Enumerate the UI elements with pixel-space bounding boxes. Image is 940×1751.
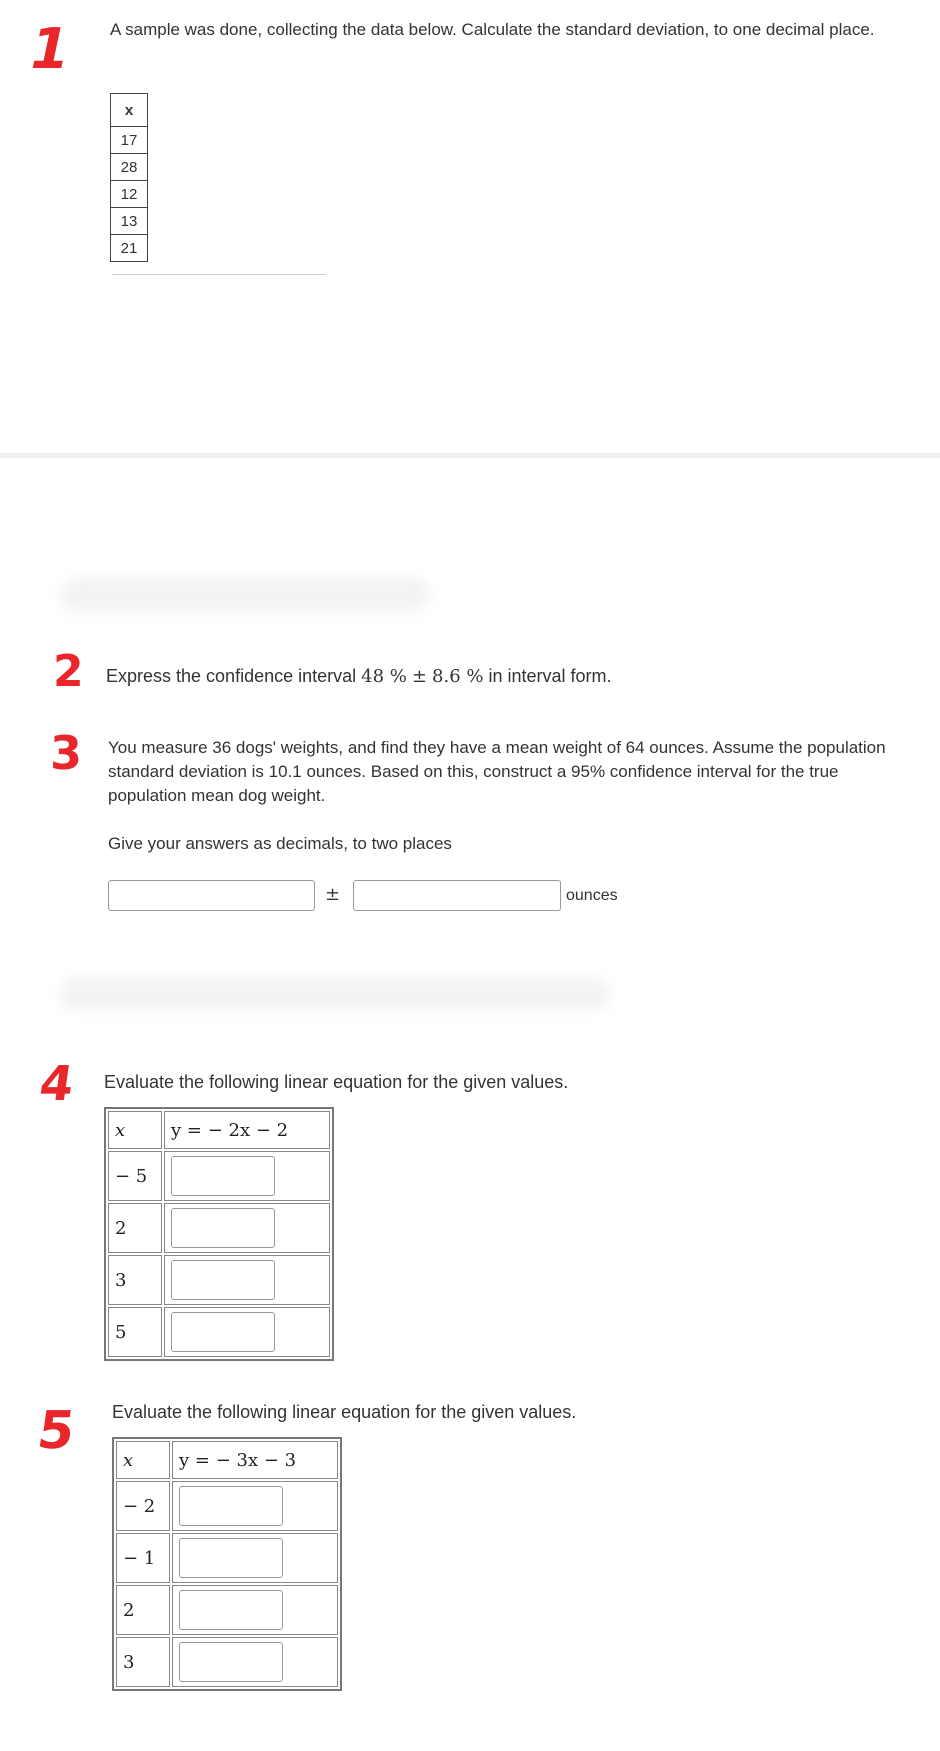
q3-margin-input[interactable] (353, 880, 561, 911)
q5-y-header: y = − 3x − 3 (172, 1441, 338, 1479)
q1-data-table (110, 93, 148, 262)
q4-y-input[interactable] (171, 1260, 275, 1300)
q5-prompt: Evaluate the following linear equation for the given values. (112, 1402, 577, 1422)
erased-area (60, 578, 430, 612)
q2-pm: ± (411, 666, 427, 687)
q4-x-header: x (108, 1111, 162, 1149)
q1-table-header: x (111, 94, 148, 127)
q1-value: 28 (111, 154, 148, 181)
q5-y-input[interactable] (179, 1538, 283, 1578)
q4-x-value: 3 (108, 1255, 162, 1305)
q1-value: 17 (111, 127, 148, 154)
section-divider (0, 453, 940, 458)
q4-x-value: 2 (108, 1203, 162, 1253)
q3-pm: ± (325, 884, 341, 905)
q2-center: 48 % (361, 666, 407, 687)
q5-x-header: x (116, 1441, 170, 1479)
annotation-number-3: 3 (50, 726, 83, 780)
annotation-number-1: 1 (23, 17, 76, 82)
annotation-number-2: 2 (53, 646, 84, 697)
erased-area (60, 978, 610, 1010)
q2-prefix: Express the confidence interval (106, 666, 357, 686)
q4-y-input[interactable] (171, 1156, 275, 1196)
q1-answer-rule (112, 274, 326, 275)
q1-prompt: A sample was done, collecting the data below. Calculate the standard deviation, to one decimal place. (110, 20, 875, 39)
q5-equation-table (112, 1437, 342, 1691)
q5-x-value: 3 (116, 1637, 170, 1687)
q1-value: 13 (111, 208, 148, 235)
q2-prompt (106, 664, 612, 689)
q4-equation-table (104, 1107, 334, 1361)
q4-y-input[interactable] (171, 1312, 275, 1352)
q4-prompt: Evaluate the following linear equation for the given values. (104, 1072, 569, 1092)
q3-prompt: You measure 36 dogs' weights, and find they have a mean weight of 64 ounces. Assume the population standard deviation is 10.1 ounces. Based on this, construct a 95% confidence interval for the true population mean dog weight. (108, 738, 886, 805)
q4-y-input[interactable] (171, 1208, 275, 1248)
q3-unit: ounces (566, 887, 618, 904)
annotation-number-4: 4 (36, 1056, 78, 1112)
q5-y-input[interactable] (179, 1590, 283, 1630)
q1-value: 12 (111, 181, 148, 208)
q4-y-header: y = − 2x − 2 (164, 1111, 330, 1149)
q5-y-input[interactable] (179, 1486, 283, 1526)
q3-instruction: Give your answers as decimals, to two places (108, 834, 452, 853)
q2-suffix: in interval form. (488, 666, 612, 686)
q5-x-value: 2 (116, 1585, 170, 1635)
q3-mean-input[interactable] (108, 880, 315, 911)
q4-x-value: 5 (108, 1307, 162, 1357)
annotation-number-5: 5 (33, 1401, 79, 1461)
q5-x-value: − 1 (116, 1533, 170, 1583)
q5-x-value: − 2 (116, 1481, 170, 1531)
q2-margin: 8.6 % (432, 666, 484, 687)
q4-x-value: − 5 (108, 1151, 162, 1201)
q5-y-input[interactable] (179, 1642, 283, 1682)
q1-value: 21 (111, 235, 148, 262)
